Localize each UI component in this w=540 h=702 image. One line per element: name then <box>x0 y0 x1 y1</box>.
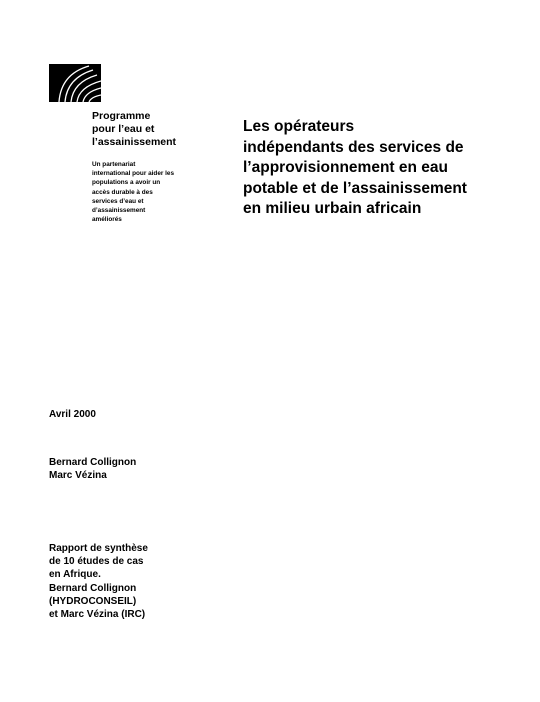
program-description-line: services d’eau et <box>92 197 144 205</box>
publication-date: Avril 2000 <box>49 409 96 420</box>
program-description-line: accès durable à des <box>92 188 153 196</box>
program-description-line: populations a avoir un <box>92 179 161 187</box>
author-name: Bernard Collignon <box>49 457 137 468</box>
program-title <box>92 110 202 149</box>
authors <box>49 456 136 482</box>
program-title-line: pour l’eau et <box>92 123 155 135</box>
document-title-line: indépendants des services de <box>243 138 464 156</box>
program-description-line: Un partenariat <box>92 161 136 168</box>
program-description-line: international pour aider les <box>92 170 175 178</box>
document-title-line: potable et de l’assainissement <box>243 179 467 197</box>
report-summary-line: (HYDROCONSEIL) <box>49 595 137 607</box>
document-title <box>243 117 503 220</box>
water-program-logo-icon <box>49 64 101 102</box>
program-description-line: améliorés <box>92 216 122 224</box>
program-title-line: Programme <box>92 110 151 122</box>
report-summary-line: Rapport de synthèse <box>49 543 148 554</box>
document-title-line: l’approvisionnement en eau <box>243 159 448 176</box>
document-title-line: en milieu urbain africain <box>243 200 422 217</box>
report-summary-line: Bernard Collignon <box>49 582 137 594</box>
author-name: Marc Vézina <box>49 470 107 482</box>
report-summary-line: en Afrique. <box>49 569 101 581</box>
report-summary-line: de 10 études de cas <box>49 556 144 568</box>
report-summary-line: et Marc Vézina (IRC) <box>49 609 146 621</box>
report-summary <box>49 542 209 621</box>
program-title-line: l’assainissement <box>92 136 177 148</box>
program-description-line: d’assainissement <box>92 207 146 215</box>
program-description <box>92 160 184 224</box>
document-title-line: Les opérateurs <box>243 118 355 135</box>
